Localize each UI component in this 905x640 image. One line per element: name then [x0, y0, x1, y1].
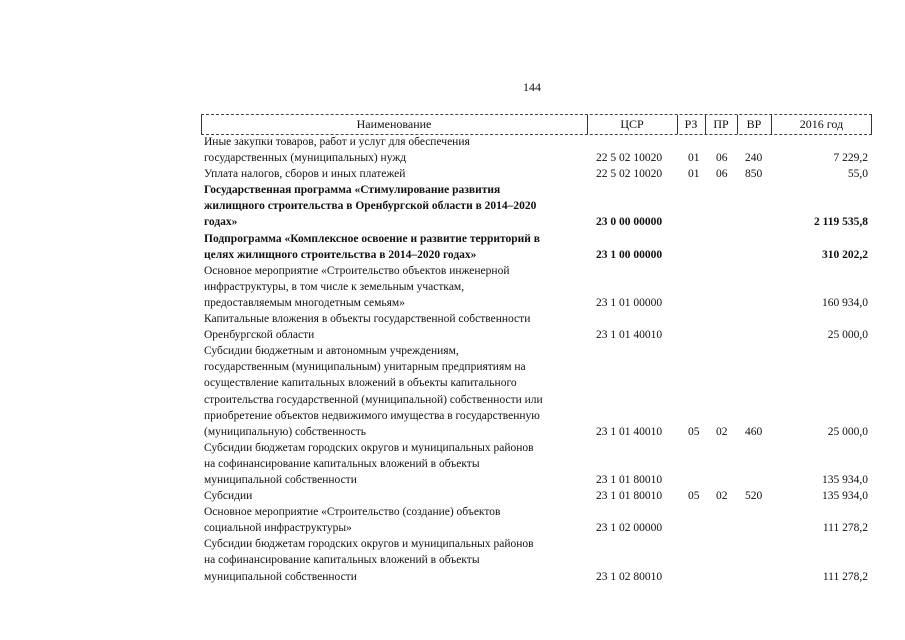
row-vr: 850	[745, 168, 763, 181]
row-amount: 135 934,0	[822, 473, 868, 486]
row-csr: 23 1 01 00000	[596, 296, 663, 309]
row-amount: 135 934,0	[822, 490, 868, 503]
row-csr: 23 1 00 00000	[596, 248, 663, 261]
row-csr: 23 1 01 40010	[596, 425, 663, 438]
row-name: Капитальные вложения в объекты государственной собственности Оренбургской области	[204, 313, 531, 342]
row-amount: 111 278,2	[822, 522, 868, 535]
header-vr: ВР	[746, 117, 762, 131]
header-name: Наименование	[356, 117, 432, 131]
table-row	[204, 488, 872, 504]
row-pr: 06	[716, 152, 728, 165]
row-rz: 01	[688, 152, 700, 165]
row-amount: 160 934,0	[822, 296, 868, 309]
header-year: 2016 год	[799, 117, 844, 131]
page-number: 144	[523, 80, 541, 94]
row-vr: 520	[745, 490, 763, 503]
row-amount: 55,0	[847, 168, 868, 181]
row-name: Иные закупки товаров, работ и услуг для обеспечения государственных (муниципальных) нужд	[204, 136, 470, 165]
row-csr: 22 5 02 10020	[596, 152, 663, 165]
row-pr: 06	[716, 168, 728, 181]
row-name: Субсидии бюджетам городских округов и муниципальных районов на софинансирование капитальных вложений в объекты муниципальной собственности	[204, 441, 534, 486]
table-row	[204, 134, 872, 166]
row-csr: 23 1 01 80010	[596, 473, 663, 486]
row-vr: 240	[745, 152, 763, 165]
table-row	[204, 343, 872, 440]
table-row	[204, 231, 872, 263]
table-row	[204, 311, 872, 343]
table-header	[201, 114, 872, 135]
row-name: Основное мероприятие «Строительство (создание) объектов социальной инфраструктуры»	[204, 506, 501, 535]
row-rz: 05	[688, 425, 700, 438]
row-name: Субсидии	[204, 490, 253, 503]
row-amount: 25 000,0	[827, 425, 868, 438]
row-rz: 01	[688, 168, 700, 181]
row-csr: 23 0 00 00000	[596, 216, 663, 229]
row-name: Государственная программа «Стимулирование развития жилищного строительства в Оренбургской области в 2014–2020 годах»	[204, 184, 537, 229]
row-name: Уплата налогов, сборов и иных платежей	[204, 168, 406, 181]
table-row	[204, 504, 872, 536]
table-row	[204, 440, 872, 488]
row-rz: 05	[688, 490, 700, 503]
row-vr: 460	[745, 425, 763, 438]
row-csr: 22 5 02 10020	[596, 168, 663, 181]
row-name: Основное мероприятие «Строительство объектов инженерной инфраструктуры, в том числе к земельным участкам, предоставляемым многодетным семьям»	[204, 264, 510, 309]
row-pr: 02	[716, 490, 728, 503]
row-pr: 02	[716, 425, 728, 438]
table-body	[204, 134, 872, 585]
row-amount: 2 119 535,8	[814, 216, 868, 229]
row-amount: 25 000,0	[827, 329, 868, 342]
row-amount: 310 202,2	[822, 248, 868, 261]
table-row	[204, 182, 872, 230]
row-name: Субсидии бюджетам городских округов и муниципальных районов на софинансирование капитальных вложений в объекты муниципальной собственности	[204, 538, 534, 583]
header-pr: ПР	[713, 117, 729, 131]
table-row	[204, 263, 872, 311]
header-csr: ЦСР	[620, 117, 644, 131]
row-csr: 23 1 01 40010	[596, 329, 663, 342]
table-row	[204, 536, 872, 584]
header-rz: РЗ	[684, 117, 698, 131]
row-name: Субсидии бюджетным и автономным учреждениям, государственным (муниципальным) унитарным предприятиям на осуществление капитальных вложений в объекты капитального строительства государственной (муниципальной) собственности или приобретение объектов недвижимого имущества в государственную (муниципальную) собственность	[204, 345, 543, 438]
row-csr: 23 1 01 80010	[596, 490, 663, 503]
row-name: Подпрограмма «Комплексное освоение и развитие территорий в целях жилищного строительства в 2014–2020 годах»	[204, 232, 540, 261]
row-amount: 111 278,2	[822, 570, 868, 583]
table-row	[204, 166, 872, 182]
row-amount: 7 229,2	[833, 152, 868, 165]
row-csr: 23 1 02 80010	[596, 570, 663, 583]
row-csr: 23 1 02 00000	[596, 522, 663, 535]
